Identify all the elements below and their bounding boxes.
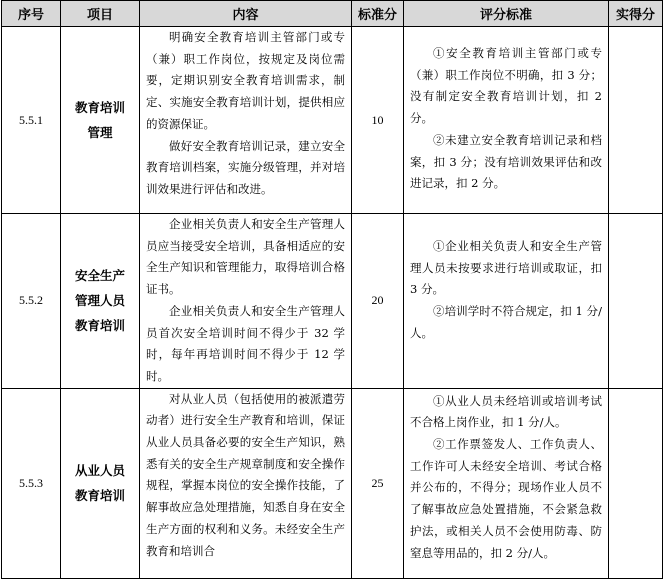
item-line: 管理	[87, 125, 113, 140]
row-content	[140, 388, 352, 578]
row-score: 10	[352, 27, 404, 214]
row-criteria	[404, 214, 609, 389]
row-code: 5.5.1	[2, 27, 61, 214]
criteria-paragraph: ①企业相关负责人和安全生产管理人员未按要求进行培训或取证，扣 3 分。	[410, 239, 602, 297]
row-item	[61, 214, 140, 389]
header-seq: 序号	[2, 1, 61, 27]
row-item	[61, 27, 140, 214]
standards-table	[1, 0, 663, 579]
row-content	[140, 214, 352, 389]
item-line: 从业人员	[74, 463, 125, 479]
header-standard-score: 标准分	[352, 1, 404, 27]
criteria-paragraph: ②未建立安全教育培训记录和档案，扣 3 分；没有培训效果评估和改进记录，扣 2 分。	[410, 132, 602, 191]
criteria-paragraph: ②培训学时不符合规定，扣 1 分/人。	[410, 304, 602, 340]
item-line: 管理人员	[74, 293, 125, 309]
row-criteria	[404, 27, 609, 214]
row-actual-score	[609, 214, 663, 389]
row-score: 20	[352, 214, 404, 389]
content-paragraph: 明确安全教育培训主管部门或专（兼）职工作岗位，按规定及岗位需要，定期识别安全教育培训需求，制定、实施安全教育培训计划，提供相应的资源保证。	[146, 30, 345, 131]
content-paragraph: 做好安全教育培训记录，建立安全教育培训档案，实施分级管理，并对培训效果进行评估和改进。	[146, 138, 345, 196]
criteria-paragraph: ②工作票签发人、工作负责人、工作许可人未经安全培训、考试合格并公布的，不得分；现场作业人员不了解事故应急处置措施，不会紧急救护法，或相关人员不会使用防毒、防窒息等用品的，扣 2 分/人。	[410, 437, 602, 560]
item-line: 教育培训	[74, 488, 125, 504]
content-paragraph: 对从业人员（包括使用的被派遣劳动者）进行安全生产教育和培训，保证从业人员具备必要的安全生产知识，熟悉有关的安全生产规章制度和安全操作规程，掌握本岗位的安全操作技能，了解事故应急处理措施，知悉自身在安全生产方面的权利和义务。未经安全生产教育和培训合	[146, 391, 345, 558]
row-content	[140, 27, 352, 214]
header-row	[2, 1, 663, 27]
header-actual-score: 实得分	[609, 1, 663, 27]
table-row	[2, 214, 663, 389]
row-criteria	[404, 388, 609, 578]
table-row	[2, 388, 663, 578]
row-score: 25	[352, 388, 404, 578]
row-actual-score	[609, 388, 663, 578]
row-code: 5.5.2	[2, 214, 61, 389]
content-paragraph: 企业相关负责人和安全生产管理人员首次安全培训时间不得少于 32 学时，每年再培训时间不得少于 12 学时。	[146, 303, 345, 383]
item-line: 安全生产	[74, 268, 125, 284]
header-item: 项目	[61, 1, 140, 27]
row-item	[61, 388, 140, 578]
criteria-paragraph: ①从业人员未经培训或培训考试不合格上岗作业，扣 1 分/人。	[410, 393, 602, 430]
item-line: 教育培训	[74, 318, 125, 334]
header-content: 内容	[140, 1, 352, 27]
row-code: 5.5.3	[2, 388, 61, 578]
row-actual-score	[609, 27, 663, 214]
item-line: 教育培训	[74, 100, 125, 115]
content-paragraph: 企业相关负责人和安全生产管理人员应当接受安全培训，具备相适应的安全生产知识和管理能力，取得培训合格证书。	[146, 217, 345, 297]
criteria-paragraph: ①安全教育培训主管部门或专（兼）职工作岗位不明确，扣 3 分；没有制定安全教育培训计划，扣 2 分。	[410, 46, 602, 126]
table-row	[2, 27, 663, 214]
header-criteria: 评分标准	[404, 1, 609, 27]
